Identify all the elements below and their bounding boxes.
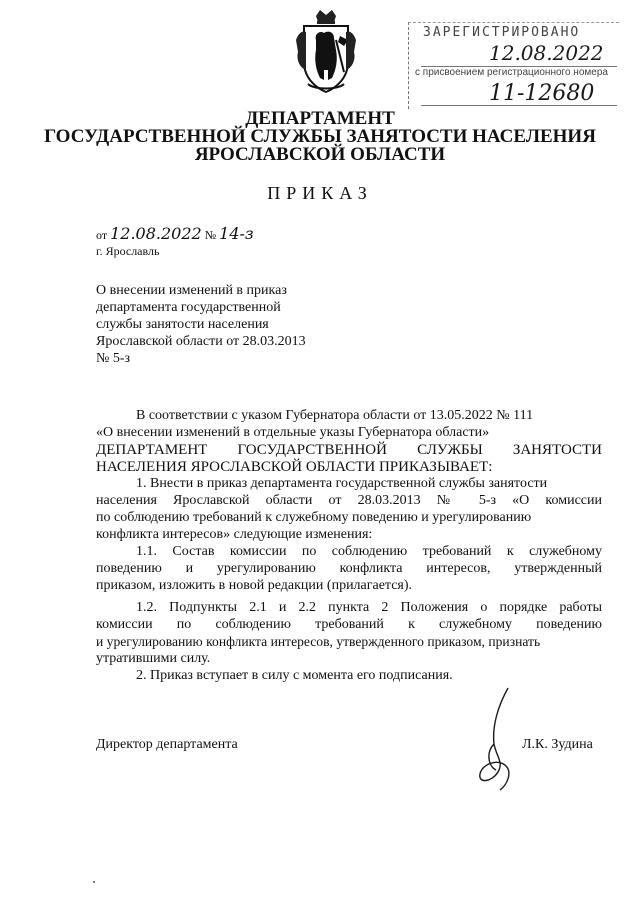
body-paragraph-line: утратившими силу. [96, 651, 211, 666]
signatory-position: Директор департамента [96, 737, 238, 752]
department-title-line3: ЯРОСЛАВСКОЙ ОБЛАСТИ [194, 144, 446, 165]
signatory-name: Л.К. Зудина [522, 737, 593, 752]
body-paragraph-line: конфликта интересов» следующие изменения: [96, 527, 373, 542]
body-paragraph-line: «О внесении изменений в отдельные указы Губернатора области» [96, 425, 490, 440]
stamp-divider [421, 105, 617, 106]
order-number-label: № [204, 228, 217, 242]
subject-line: Ярославской области от 28.03.2013 [96, 334, 306, 349]
subject-line: О внесении изменений в приказ [96, 283, 287, 298]
stamp-date: 12.08.2022 [489, 41, 604, 65]
body-paragraph-line: 1.2. Подпункты 2.1 и 2.2 пункта 2 Положения о порядке работы [136, 600, 602, 615]
subject-line: службы занятости населения [96, 317, 269, 332]
subject-line: департамента государственной [96, 300, 281, 315]
body-paragraph-line: ДЕПАРТАМЕНТ ГОСУДАРСТВЕННОЙ СЛУЖБЫ ЗАНЯТОСТИ [96, 442, 602, 458]
registration-stamp [408, 22, 619, 109]
stamp-registration-number: 11-12680 [489, 81, 595, 106]
body-paragraph-line: приказом, изложить в новой редакции (прилагается). [96, 578, 413, 593]
scan-dot-mark [92, 880, 96, 884]
order-number: 14-з [219, 224, 254, 243]
body-paragraph-line: населения Ярославской области от 28.03.2013 № 5-з «О комиссии [96, 493, 602, 508]
stamp-title: ЗАРЕГИСТРИРОВАНО [423, 25, 581, 40]
body-paragraph-line: НАСЕЛЕНИЯ ЯРОСЛАВСКОЙ ОБЛАСТИ ПРИКАЗЫВАЕТ: [96, 459, 493, 475]
body-paragraph-line: по соблюдению требований к служебному поведению и урегулированию [96, 510, 532, 525]
body-paragraph-line: 1.1. Состав комиссии по соблюдению требований к служебному [136, 544, 602, 559]
handwritten-signature [468, 686, 524, 796]
subject-line: № 5-з [96, 351, 131, 366]
body-paragraph-line: комиссии по соблюдению требований к служебному поведению [96, 617, 602, 632]
body-paragraph-line: и урегулированию конфликта интересов, утвержденного приказом, признать [96, 634, 541, 649]
order-city: г. Ярославль [96, 244, 160, 258]
body-paragraph-line: 1. Внести в приказ департамента государственной службы занятости [136, 476, 548, 491]
order-meta [96, 224, 254, 243]
coat-of-arms-emblem [294, 10, 358, 94]
order-date: 12.08.2022 [110, 224, 202, 243]
order-from-label: от [96, 228, 108, 242]
body-paragraph-line: поведению и урегулированию конфликта интересов, утвержденный [96, 561, 602, 576]
department-title-line1: ДЕПАРТАМЕНТ [245, 108, 395, 129]
stamp-assigned-label: с присвоением регистрационного номера [415, 67, 608, 78]
body-paragraph-line: В соответствии с указом Губернатора области от 13.05.2022 № 111 [136, 408, 534, 423]
body-paragraph-line: 2. Приказ вступает в силу с момента его подписания. [136, 668, 453, 683]
document-type: ПРИКАЗ [267, 183, 373, 203]
department-title-line2: ГОСУДАРСТВЕННОЙ СЛУЖБЫ ЗАНЯТОСТИ НАСЕЛЕНИЯ [44, 126, 596, 147]
